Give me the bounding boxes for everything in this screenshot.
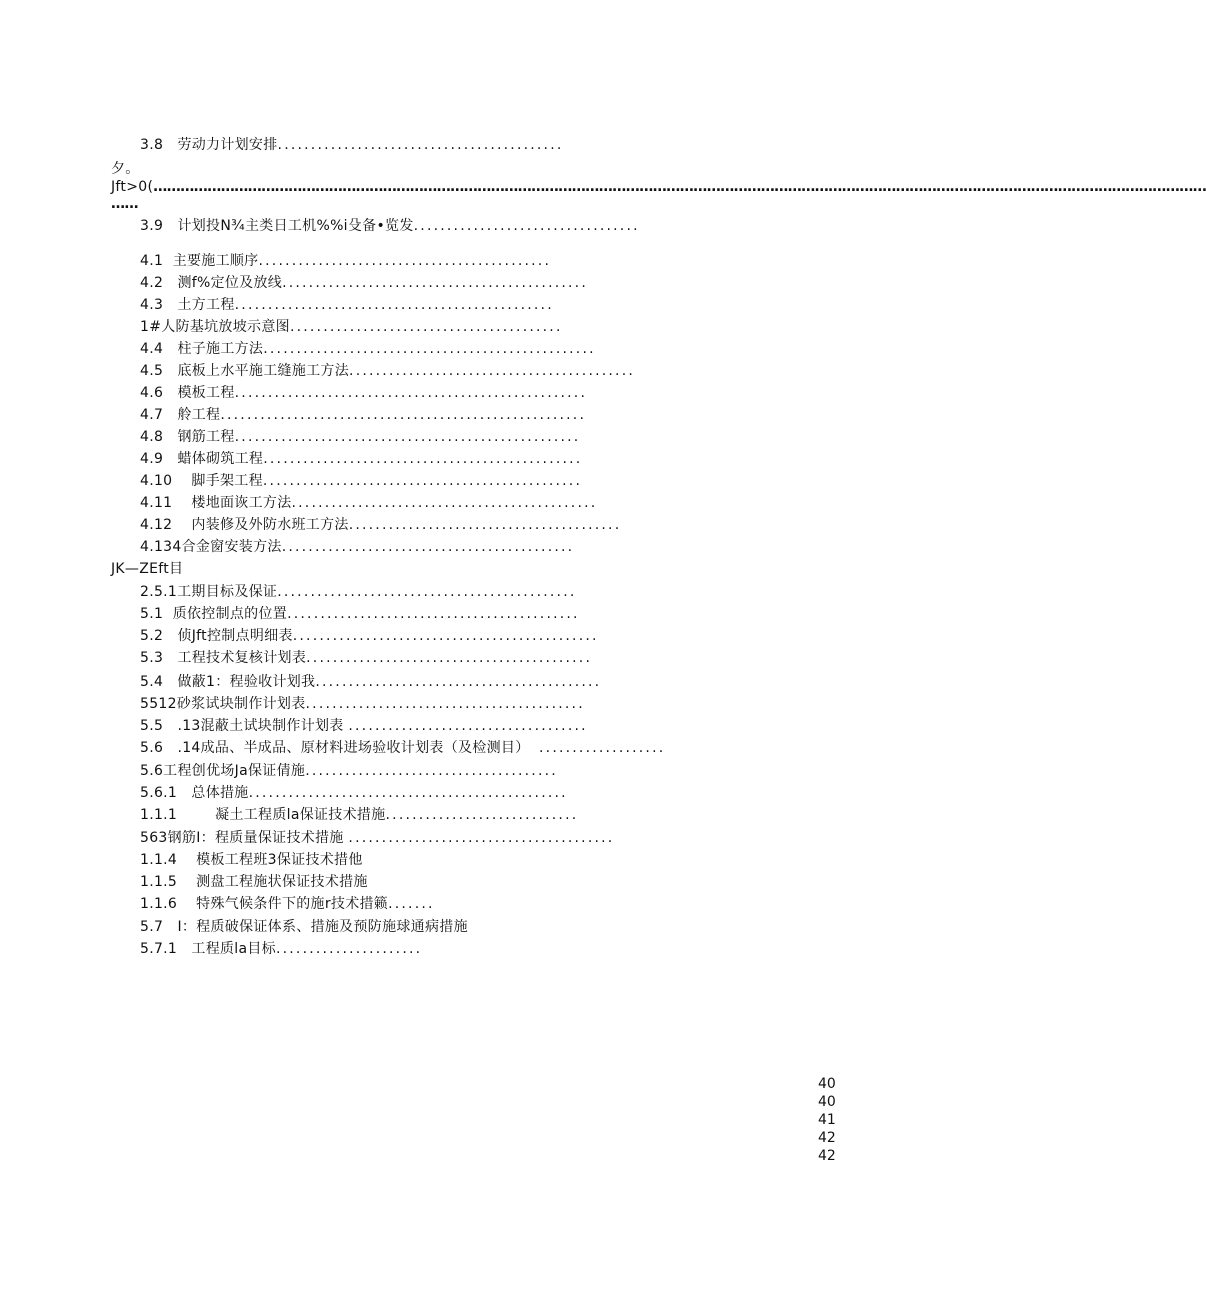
toc-title: 总体措施 [191,785,249,801]
toc-leader: ......................................... [289,319,563,335]
toc-number: 4.1 [140,253,164,269]
toc-number: 4.12 [140,517,173,533]
toc-title: 脚手架工程 [191,473,263,489]
toc-title: 工程质la目标 [191,941,276,957]
toc-leader: .................................................... [234,429,581,445]
toc-title: Jft>0( [111,179,154,195]
toc-leader: .................................. [413,218,640,234]
toc-number: 5.5 [140,718,164,734]
toc-title: 测盘工程施状保证技术措施 [196,874,368,890]
toc-entry [140,627,810,645]
toc-number: 1.1.4 [140,852,178,868]
page-number: 41 [818,1112,836,1128]
page-number: 40 [818,1076,836,1092]
toc-entry [140,217,810,235]
toc-entry [140,940,810,958]
toc-leader: ............................................. [277,584,577,600]
page-number: 42 [818,1130,836,1146]
toc-entry [140,739,810,757]
toc-title: 劳动力计划安排 [177,137,278,153]
toc-entry [140,673,810,691]
toc-number: 5.6.1 [140,785,178,801]
toc-leader: ........................................... [315,674,602,690]
toc-leader: ..................................................... [234,385,588,401]
toc-leader: ............................................ [287,606,580,622]
toc-number: 5.1 [140,606,164,622]
toc-entry [140,252,810,270]
toc-entry [140,762,810,780]
toc-title: 土方工程 [177,297,235,313]
toc-title: 舲工程 [177,407,221,423]
toc-number: 4.5 [140,363,164,379]
toc-title: 内装修及外防水班工方法 [191,517,349,533]
toc-number: 5.3 [140,650,164,666]
toc-leader: ................... [539,740,666,756]
toc-leader: ............................................ [281,539,575,555]
toc-number: 5.4 [140,674,164,690]
toc-entry [140,829,810,847]
toc-entry [140,695,810,713]
toc-leader: .............................................. [292,628,599,644]
toc-number: 4.8 [140,429,164,445]
toc-entry [140,472,810,490]
toc-number: 4.4 [140,341,164,357]
toc-entry [140,895,810,913]
toc-entry [140,538,810,556]
toc-title: 计划投N¾主类日工机%%i殳备•览发 [177,218,414,234]
toc-title: 2.5.1工期目标及保证 [140,584,278,600]
toc-title: …… [111,196,138,212]
toc-number: 4.11 [140,495,173,511]
toc-number: 4.6 [140,385,164,401]
toc-entry [111,160,311,178]
toc-title: 特殊气候条件下的施r技术措籁 [196,896,389,912]
toc-leader: ........................................... [349,363,636,379]
toc-entry [140,340,810,358]
toc-leader: .......................................... [305,696,585,712]
page-number-column [818,1075,836,1165]
toc-title: 做蔽1：程验收计划我 [177,674,316,690]
toc-title: 工程技术复核计划表 [177,650,307,666]
toc-entry [140,318,810,336]
toc-number: 5.7.1 [140,941,178,957]
toc-number: 4.2 [140,275,164,291]
toc-leader: ........................................... [277,137,564,153]
toc-entry [140,362,810,380]
toc-leader: ........................................... [306,650,593,666]
toc-title: 底板上水平施工缝施工方法 [177,363,350,379]
toc-entry [140,274,810,292]
toc-number: 5.7 [140,919,164,935]
toc-leader: .................................................. [263,341,596,357]
toc-leader: ................................................ [248,785,568,801]
toc-entry [140,873,810,891]
toc-title: 测f%定位及放线 [177,275,283,291]
toc-entry [140,784,810,802]
toc-title: 蜡体砌筑工程 [177,451,264,467]
toc-number: 3.9 [140,218,164,234]
toc-title: 1#人防基坑放坡示意图 [140,319,290,335]
toc-leader: .............................................. [291,495,598,511]
toc-entry [140,516,810,534]
toc-title: .13混蔽土试块制作计划表 [177,718,344,734]
toc-entry [140,450,810,468]
toc-title: 5512砂浆试块制作计划表 [140,696,306,712]
toc-number: 4.10 [140,473,173,489]
toc-leader: ............................. [385,807,579,823]
toc-title: 夕。 [111,161,140,177]
toc-title: 5.6工程创优场Ja保证倩施 [140,763,306,779]
toc-entry [140,406,810,424]
toc-entry [140,428,810,446]
toc-title: JK—ZEft目 [111,561,184,577]
toc-leader: ……………………………………………………………………………………………………………………………………………………………………………………………………………… [153,179,1206,195]
toc-entry [140,649,810,667]
toc-leader: ................................................ [263,451,583,467]
toc-title: 模板工程 [177,385,235,401]
toc-title: I：程质破保证体系、措施及预防施球通病措施 [177,919,468,935]
toc-entry [140,918,810,936]
toc-title: 楼地面诙工方法 [191,495,292,511]
toc-entry [140,494,810,512]
toc-leader: ............................................ [258,253,552,269]
toc-number: 3.8 [140,137,164,153]
toc-title: 主要施工顺序 [172,253,259,269]
toc-entry [111,560,411,578]
toc-title: 凝土工程质la保证技术措施 [191,807,386,823]
toc-entry [111,178,1206,196]
toc-leader: ....... [388,896,435,912]
toc-leader: ......................................... [348,517,622,533]
toc-title: 质依控制点的位置 [172,606,288,622]
toc-leader: ................................................ [234,297,554,313]
toc-leader: .............................................. [282,275,588,291]
page-number: 42 [818,1148,836,1164]
toc-entry [140,717,810,735]
page-number: 40 [818,1094,836,1110]
toc-title: 4.134合金窗安装方法 [140,539,282,555]
toc-number: 1.1.6 [140,896,178,912]
toc-title: 钢筋工程 [177,429,235,445]
toc-number: 4.9 [140,451,164,467]
toc-entry [140,136,810,154]
toc-leader: .................................... [348,718,588,734]
toc-leader: ...................................... [305,763,558,779]
toc-entry [140,583,810,601]
toc-title: 柱子施工方法 [177,341,264,357]
toc-number: 4.3 [140,297,164,313]
toc-title: .14成品、半成品、原材料进场验收计划表（及检测目） [177,740,530,756]
toc-leader: ....................................................... [220,407,587,423]
toc-title: 侦Jft控制点明细表 [177,628,293,644]
toc-entry [140,384,810,402]
toc-leader: ................................................ [262,473,583,489]
toc-entry [140,851,810,869]
toc-leader: ...................... [275,941,423,957]
toc-number: 1.1.1 [140,807,178,823]
toc-leader: ........................................ [348,830,615,846]
toc-number: 5.6 [140,740,164,756]
toc-entry [140,296,810,314]
toc-number: 1.1.5 [140,874,178,890]
toc-number: 5.2 [140,628,164,644]
toc-title: 563钢筋I：程质量保证技术措施 [140,830,344,846]
toc-title: 模板工程班3保证技术措他 [196,852,363,868]
toc-entry [140,806,810,824]
toc-number: 4.7 [140,407,164,423]
toc-entry [111,195,171,213]
toc-entry [140,605,810,623]
